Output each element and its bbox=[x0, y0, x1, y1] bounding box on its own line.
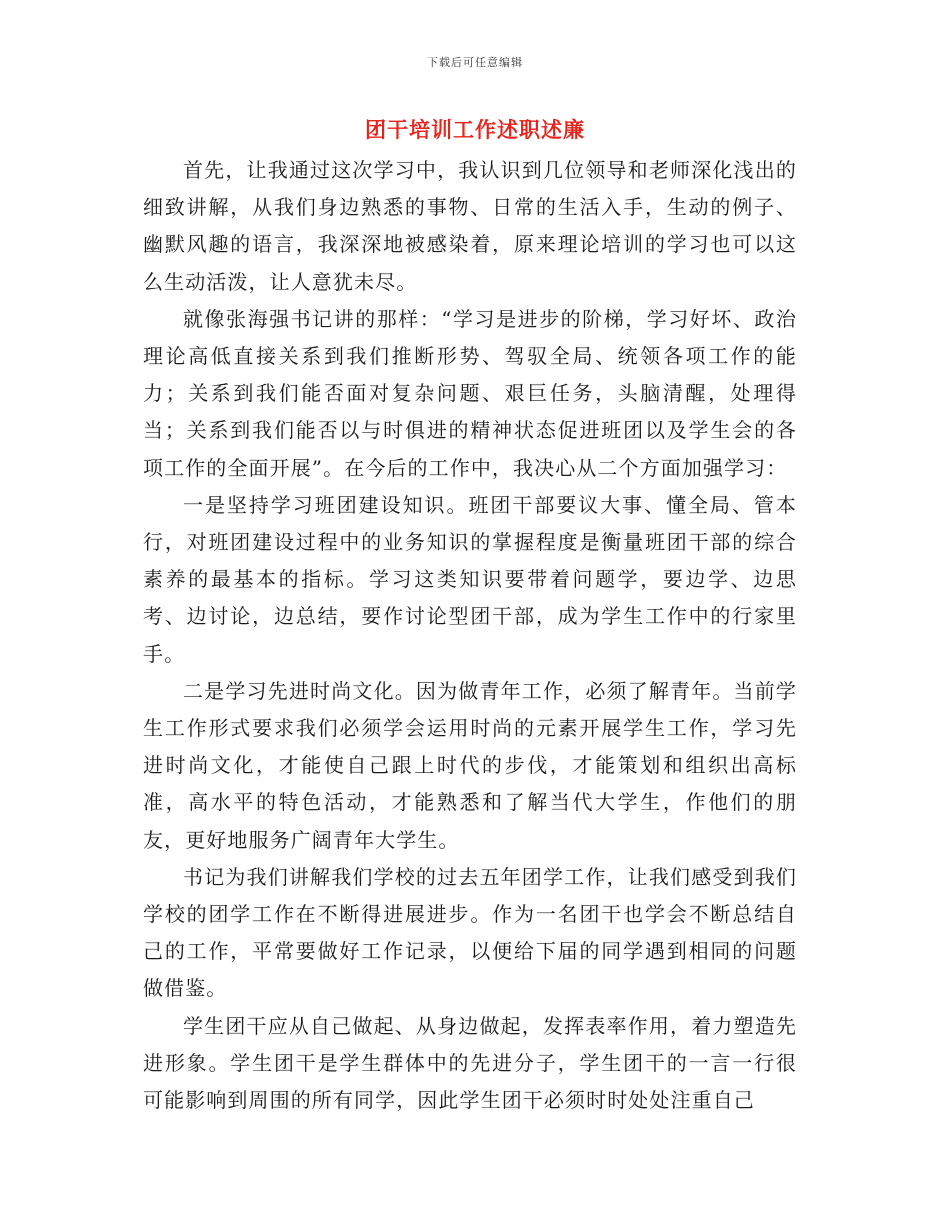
paragraph: 学生团干应从自己做起、从身边做起，发挥表率作用，着力塑造先进形象。学生团干是学生群体中的先进分子，学生团干的一言一行很可能影响到周围的所有同学，因此学生团干必须时时处处注重自己 bbox=[143, 1013, 797, 1113]
paragraph: 首先，让我通过这次学习中，我认识到几位领导和老师深化浅出的细致讲解，从我们身边熟悉的事物、日常的生活入手，生动的例子、幽默风趣的语言，我深深地被感染着，原来理论培训的学习也可以这么生动活泼，让人意犹未尽。 bbox=[143, 158, 797, 294]
paragraph: 就像张海强书记讲的那样：“学习是进步的阶梯，学习好坏、政治理论高低直接关系到我们推断形势、驾驭全局、统领各项工作的能力；关系到我们能否面对复杂问题、艰巨任务，头脑清醒，处理得当；关系到我们能否以与时俱进的精神状态促进班团以及学生会的各项工作的全面开展”。在今后的工作中，我决心从二个方面加强学习： bbox=[143, 306, 797, 480]
document-title: 团干培训工作述职述廉 bbox=[365, 117, 585, 142]
document-body bbox=[143, 152, 797, 1119]
paragraph: 书记为我们讲解我们学校的过去五年团学工作，让我们感受到我们学校的团学工作在不断得进展进步。作为一名团干也学会不断总结自己的工作，平常要做好工作记录，以便给下届的同学遇到相同的问题做借鉴。 bbox=[143, 864, 797, 1001]
header-note: 下载后可任意编辑 bbox=[427, 56, 523, 69]
paragraph: 一是坚持学习班团建设知识。班团干部要议大事、懂全局、管本行，对班团建设过程中的业务知识的掌握程度是衡量班团干部的综合素养的最基本的指标。学习这类知识要带着问题学，要边学、边思考、边讨论，边总结，要作讨论型团干部，成为学生工作中的行家里手。 bbox=[143, 492, 797, 666]
paragraph: 二是学习先进时尚文化。因为做青年工作，必须了解青年。当前学生工作形式要求我们必须学会运用时尚的元素开展学生工作，学习先进时尚文化，才能使自己跟上时代的步伐，才能策划和组织出高标准，高水平的特色活动，才能熟悉和了解当代大学生，作他们的朋友，更好地服务广阔青年大学生。 bbox=[143, 678, 797, 852]
